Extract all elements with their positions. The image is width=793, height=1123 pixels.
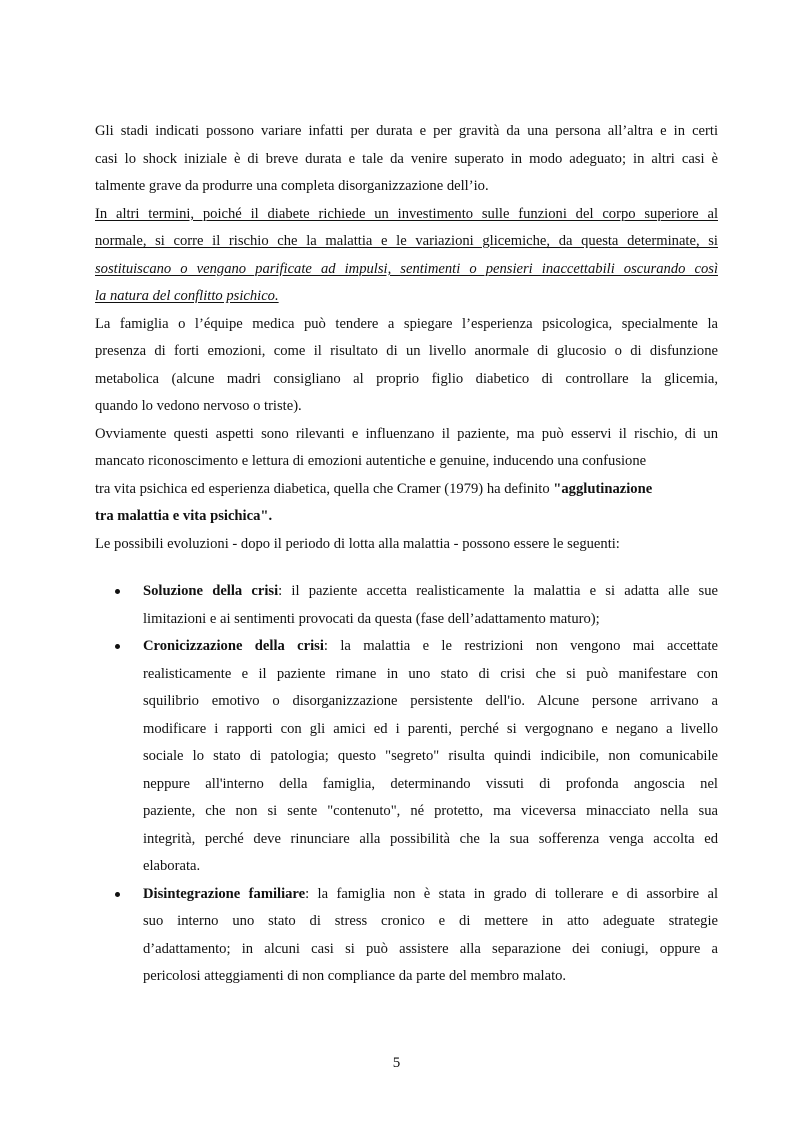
text-line: normale, si corre il rischio che la malattia e le variazioni glicemiche, da questa determinate, si xyxy=(95,233,718,249)
list-item xyxy=(95,578,718,633)
text-span: : la famiglia non è stata in grado di tollerare e di assorbire al xyxy=(305,885,718,902)
text-span: tra vita psichica ed esperienza diabetica, quella che Cramer (1979) ha definito xyxy=(95,480,554,497)
text-line: pericolosi atteggiamenti di non compliance da parte del membro malato. xyxy=(143,968,567,984)
list-item xyxy=(95,881,718,991)
bold-quote: tra malattia e vita psichica". xyxy=(95,508,273,524)
text-line xyxy=(143,578,718,606)
text-line xyxy=(95,503,718,531)
text-span: : la malattia e le restrizioni non vengono mai accettate xyxy=(323,638,718,654)
text-line xyxy=(143,633,718,661)
bullet-icon xyxy=(115,644,120,649)
intro-line: Le possibili evoluzioni - dopo il periodo di lotta alla malattia - possono essere le seguenti: xyxy=(95,535,620,552)
item-title: Cronicizzazione della crisi xyxy=(143,638,324,654)
text-line: d’adattamento; in alcuni casi si può assistere alla separazione dei coniugi, oppure a xyxy=(143,940,718,957)
text-line: La famiglia o l’équipe medica può tendere a spiegare l’esperienza psicologica, specialmente la xyxy=(95,315,718,332)
text-line: mancato riconoscimento e lettura di emozioni autentiche e genuine, inducendo una confusione xyxy=(95,453,647,469)
list-item xyxy=(95,633,718,881)
text-line xyxy=(143,881,718,909)
text-line: limitazioni e ai sentimenti provocati da questa (fase dell’adattamento maturo); xyxy=(143,610,600,627)
text-line: Gli stadi indicati possono variare infatti per durata e per gravità da una persona all’altra e in certi xyxy=(95,123,718,139)
evolution-list xyxy=(95,578,718,991)
text-line: suo interno uno stato di stress cronico e di mettere in atto adeguate strategie xyxy=(143,913,718,929)
text-line: paziente, che non si sente "contenuto", né protetto, ma viceversa minacciato nella sua xyxy=(143,803,718,819)
text-line: metabolica (alcune madri consigliano al proprio figlio diabetico di controllare la glicemia, xyxy=(95,370,718,387)
paragraph-1 xyxy=(95,118,718,201)
item-title: Soluzione della crisi xyxy=(143,583,279,599)
text-line: quando lo vedono nervoso o triste). xyxy=(95,398,302,414)
text-line: neppure all'interno della famiglia, determinando vissuti di profonda angoscia nel xyxy=(143,775,718,792)
text-line: modificare i rapporti con gli amici ed i parenti, perché si vergognano e negano a livello xyxy=(143,720,718,737)
document-body xyxy=(95,118,718,558)
text-line: elaborata. xyxy=(143,858,201,874)
text-span: : il paziente accetta realisticamente la malattia e si adatta alle sue xyxy=(278,583,718,599)
text-line: casi lo shock iniziale è di breve durata e tale da venire superato in modo adeguato; in altri casi è xyxy=(95,150,718,167)
bullet-icon xyxy=(115,589,120,594)
text-line: squilibrio emotivo o disorganizzazione persistente dell'io. Alcune persone arrivano a xyxy=(143,693,718,709)
text-line: Ovviamente questi aspetti sono rilevanti e influenzano il paziente, ma può esservi il rischio, di un xyxy=(95,425,718,442)
page-number: 5 xyxy=(392,1055,401,1071)
text-line: talmente grave da produrre una completa disorganizzazione dell’io. xyxy=(95,178,489,194)
text-line: sociale lo stato di patologia; questo "segreto" risulta quindi indicibile, non comunicabile xyxy=(143,748,718,764)
text-line: integrità, perché deve rinunciare alla possibilità che la sua sofferenza venga accolta ed xyxy=(143,830,718,847)
bullet-icon xyxy=(115,892,120,897)
paragraph-3 xyxy=(95,311,718,421)
text-line: la natura del conflitto psichico. xyxy=(95,288,279,304)
text-line: In altri termini, poiché il diabete richiede un investimento sulle funzioni del corpo superiore al xyxy=(95,205,718,222)
text-line: realisticamente e il paziente rimane in uno stato di crisi che si può manifestare con xyxy=(143,665,718,682)
paragraph-2-underlined xyxy=(95,201,718,311)
text-line xyxy=(95,476,718,504)
bold-quote: "agglutinazione xyxy=(553,480,653,497)
text-line: sostituiscano o vengano parificate ad impulsi, sentimenti o pensieri inaccettabili oscurando così xyxy=(95,260,718,277)
item-title: Disintegrazione familiare xyxy=(143,885,306,902)
text-line: presenza di forti emozioni, come il risultato di un livello anormale di glucosio o di disfunzione xyxy=(95,343,718,359)
paragraph-4 xyxy=(95,421,718,531)
